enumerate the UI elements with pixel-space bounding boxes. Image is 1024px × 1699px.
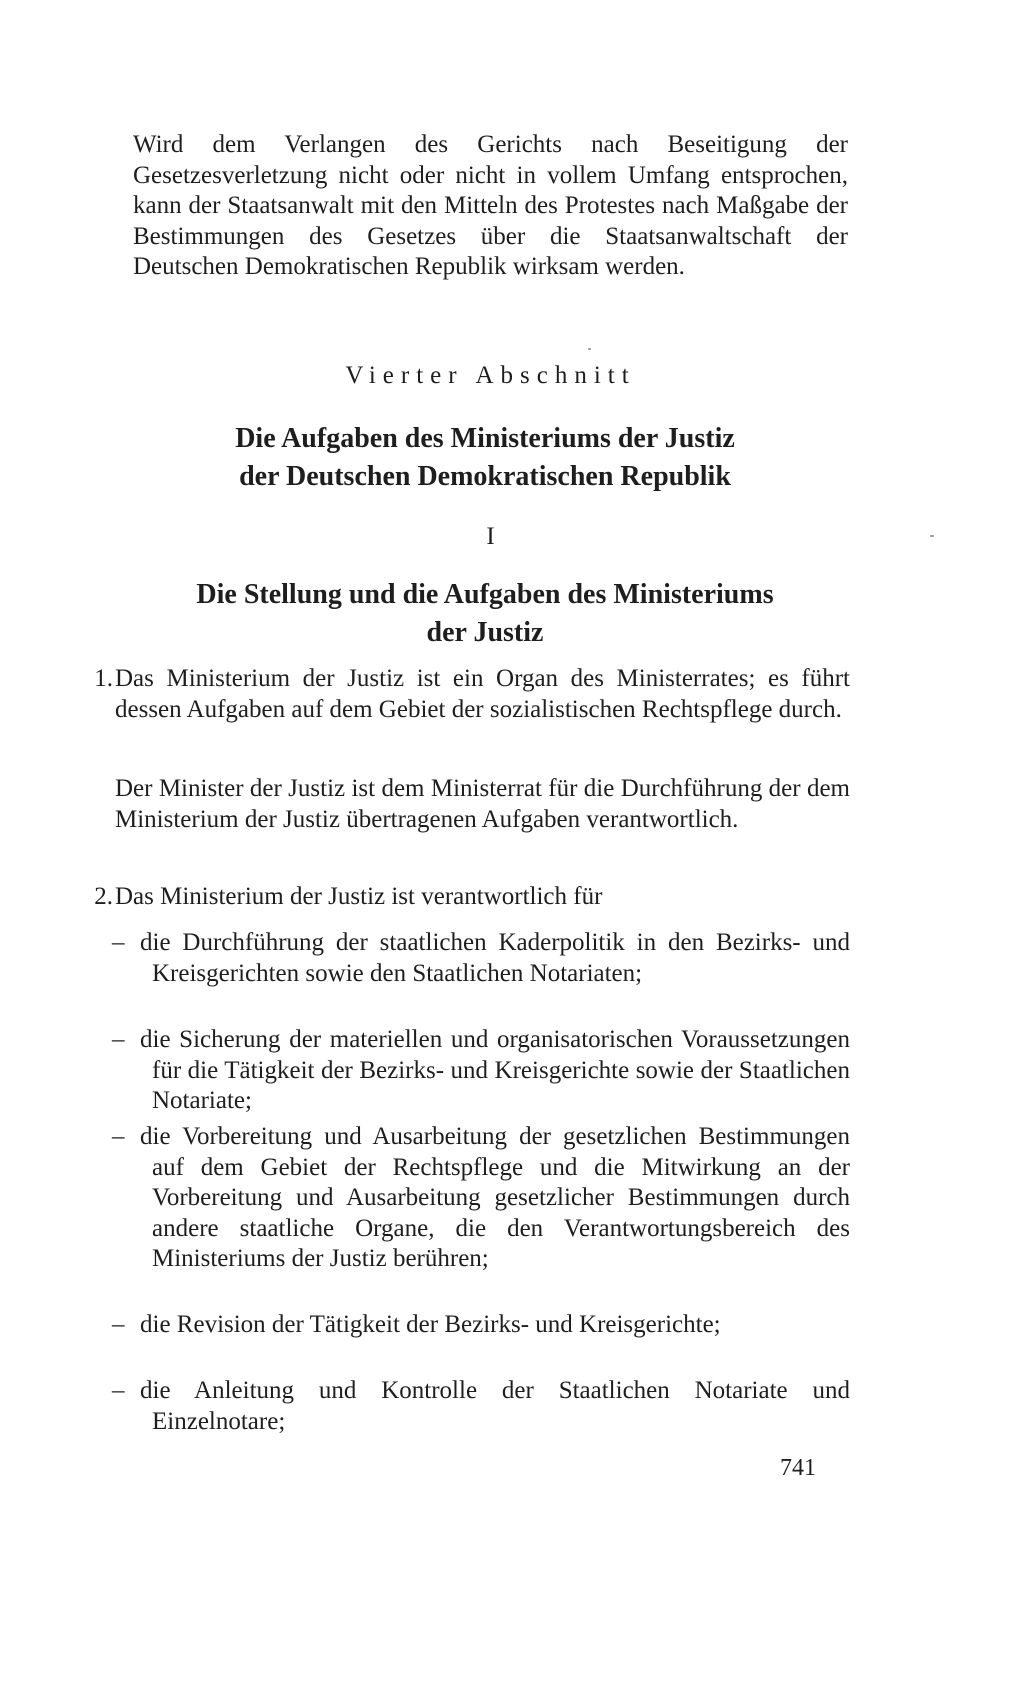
part-heading-line-2: der Justiz <box>426 617 544 648</box>
item-number: 2. <box>94 883 113 910</box>
part-number: I <box>486 523 495 550</box>
item-number: 1. <box>94 665 113 692</box>
dash-item-text: die Anleitung und Kontrolle der Staatlichen Notariate und Einzelnotare; <box>140 1377 850 1435</box>
section-heading <box>95 420 875 496</box>
intro-paragraph: Wird dem Verlangen des Gerichts nach Beseitigung der Gesetzesverletzung nicht oder nicht in vollem Umfang entsprochen, kann der Staatsanwalt mit den Mitteln des Protestes nach Maßgabe der Bestimmungen des Gesetzes über die Staatsanwaltschaft der Deutschen Demokratischen Republik wirksam werden. <box>133 131 848 280</box>
dash-marker: – <box>112 1377 125 1404</box>
dash-item-text: die Vorbereitung und Ausarbeitung der gesetzlichen Bestimmungen auf dem Gebiet der Rechtspflege und die Mitwirkung an der Vorbereitung und Ausarbeitung gesetzlicher Bestimmungen durch andere staatliche Organe, die den Verantwortungsbereich des Ministeriums der Justiz berühren; <box>140 1123 850 1272</box>
print-speck <box>930 535 934 537</box>
dash-item-text: die Sicherung der materiellen und organisatorischen Voraussetzungen für die Tätigkeit der Bezirks- und Kreisgerichte sowie der Staatlichen Notariate; <box>140 1026 850 1114</box>
section-label: Vierter Abschnitt <box>345 362 636 389</box>
section-heading-line-1: Die Aufgaben des Ministeriums der Justiz <box>235 423 735 454</box>
dash-marker: – <box>112 1026 125 1053</box>
dash-item-text: die Revision der Tätigkeit der Bezirks- und Kreisgerichte; <box>140 1311 721 1338</box>
print-speck <box>588 348 591 350</box>
page-number: 741 <box>780 1455 816 1481</box>
item-text: Das Ministerium der Justiz ist verantwortlich für <box>115 883 603 910</box>
section-heading-line-2: der Deutschen Demokratischen Republik <box>239 461 731 492</box>
part-heading <box>95 576 875 652</box>
item-1-sub-paragraph: Der Minister der Justiz ist dem Ministerrat für die Durchführung der dem Ministerium der Justiz übertragenen Aufgaben verantwortlich. <box>115 775 850 833</box>
item-text: Das Ministerium der Justiz ist ein Organ des Ministerrates; es führt dessen Aufgaben auf dem Gebiet der sozialistischen Rechtspflege durch. <box>115 665 850 723</box>
dash-marker: – <box>112 1123 125 1150</box>
dash-item-text: die Durchführung der staatlichen Kaderpolitik in den Bezirks- und Kreisgerichten sowie den Staatlichen Notariaten; <box>140 929 850 987</box>
dash-marker: – <box>112 1311 125 1338</box>
part-heading-line-1: Die Stellung und die Aufgaben des Ministeriums <box>196 579 774 610</box>
dash-marker: – <box>112 929 125 956</box>
